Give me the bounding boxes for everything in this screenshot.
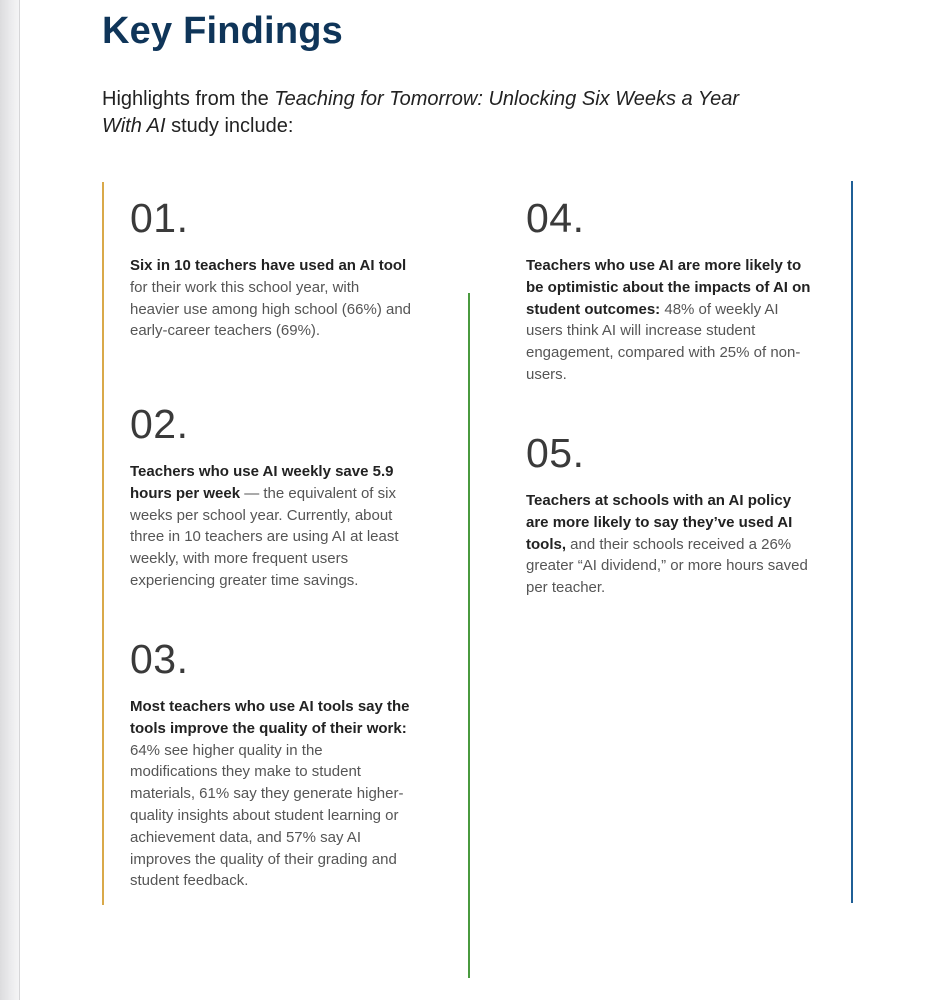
finding-text: [130, 255, 412, 342]
page-title: Key Findings: [102, 10, 343, 52]
finding-number: 03.: [130, 636, 189, 682]
finding-highlight: Six in 10 teachers have used an AI tool: [130, 257, 407, 274]
finding-text: [130, 696, 412, 892]
finding-03: [130, 637, 412, 892]
intro-after: study include:: [165, 115, 294, 137]
finding-text: [526, 490, 816, 599]
finding-number: 04.: [526, 195, 585, 241]
finding-text: [526, 255, 816, 386]
finding-highlight: Teachers who use AI are more likely to be optimistic about the impacts of AI on student outcomes:: [526, 257, 811, 318]
finding-body: 48% of weekly AI users think AI will increase student engagement, compared with 25% of non-users.: [526, 300, 801, 383]
finding-02: [130, 402, 412, 592]
finding-body: and their schools received a 26% greater “AI dividend,” or more hours saved per teacher.: [526, 535, 808, 597]
intro-before: Highlights from the: [102, 88, 275, 110]
finding-number: 01.: [130, 195, 189, 241]
right-column-rule: [851, 181, 853, 903]
finding-number: 02.: [130, 401, 189, 447]
center-column-rule: [468, 293, 470, 978]
finding-number: 05.: [526, 430, 585, 476]
finding-body: 64% see higher quality in the modifications they make to student materials, 61% say they generate higher-quality insights about student learning or achievement data, and 57% say AI improves the quality of their grading and student feedback.: [130, 741, 404, 890]
finding-highlight: Teachers at schools with an AI policy are more likely to say they’ve used AI tools,: [526, 492, 793, 553]
left-column-rule: [102, 182, 104, 905]
finding-text: [130, 461, 412, 592]
finding-highlight: Teachers who use AI weekly save 5.9 hours per week: [130, 463, 394, 502]
finding-05: [526, 431, 816, 599]
finding-highlight: Most teachers who use AI tools say the tools improve the quality of their work:: [130, 698, 410, 737]
page-edge-line: [19, 0, 20, 1000]
finding-01: [130, 196, 412, 342]
finding-body: — the equivalent of six weeks per school year. Currently, about three in 10 teachers are using AI at least weekly, with more frequent users experiencing greater time savings.: [130, 484, 399, 589]
intro-text: [102, 86, 782, 140]
intro-study-title: Teaching for Tomorrow: Unlocking Six Weeks a Year With AI: [102, 88, 739, 137]
finding-04: [526, 196, 816, 386]
finding-body: for their work this school year, with heavier use among high school (66%) and early-career teachers (69%).: [130, 278, 412, 340]
page-edge-shadow: [0, 0, 19, 1000]
